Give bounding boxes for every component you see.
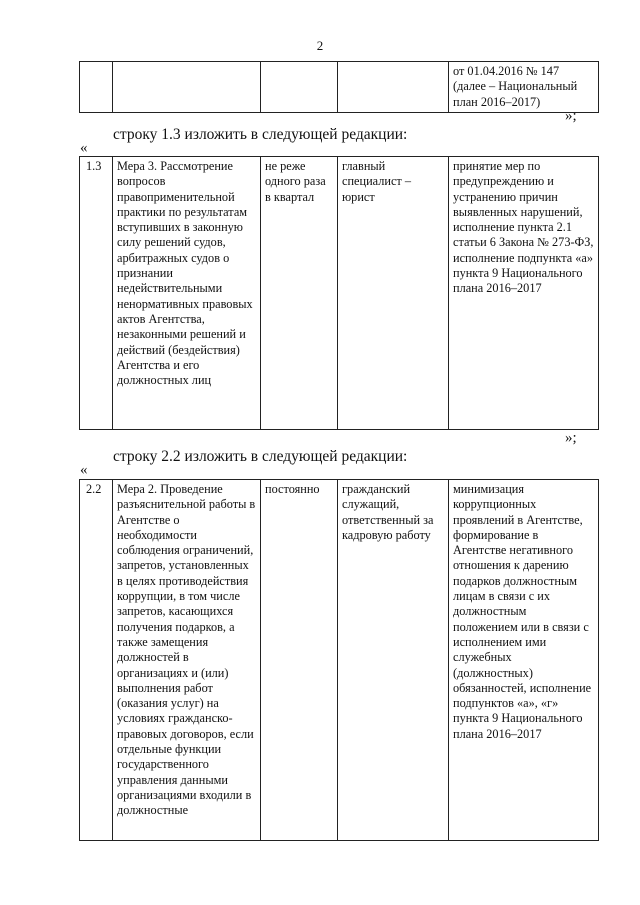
- row-number: 1.3: [80, 157, 113, 430]
- deadline-cell: не реже одного раза в квартал: [261, 157, 338, 430]
- opening-quote: «: [80, 462, 88, 478]
- table-cell: [261, 62, 338, 113]
- table-row: [80, 62, 599, 113]
- table-row-2-2: [79, 479, 599, 841]
- section-heading: строку 2.2 изложить в следующей редакции:: [113, 448, 408, 465]
- table-row: [80, 157, 599, 430]
- table-row: [80, 480, 599, 841]
- table-fragment-top: [79, 61, 599, 113]
- measure-cell: Мера 2. Проведение разъяснительной работы в Агентстве о необходимости соблюдения ограничений, запретов, установленных в целях противодействия коррупции, в том числе запретов, касающихся получения подарков, а также замещения должностей в организациях и (или) выполнения работ (оказания услуг) на условиях гражданско-правовых договоров, если отдельные функции государственного управления данными организациями входили в должностные: [113, 480, 261, 841]
- table-cell: [113, 62, 261, 113]
- result-cell: принятие мер по предупреждению и устранению причин выявленных нарушений, исполнение пункта 2.1 статьи 6 Закона № 273-ФЗ, исполнение подпункта «а» пункта 9 Национального плана 2016–2017: [449, 157, 599, 430]
- page-number: 2: [316, 38, 324, 53]
- section-heading: строку 1.3 изложить в следующей редакции:: [113, 126, 408, 143]
- table-row-1-3: [79, 156, 599, 430]
- closing-quote: »;: [565, 430, 577, 446]
- table-cell: [338, 62, 449, 113]
- table-cell-result: от 01.04.2016 № 147 (далее – Национальный план 2016–2017): [449, 62, 599, 113]
- opening-quote: «: [80, 140, 88, 156]
- closing-quote: »;: [565, 108, 577, 124]
- measure-cell: Мера 3. Рассмотрение вопросов правоприменительной практики по результатам вступивших в законную силу решений судов, арбитражных судов о признании недействительными ненормативных правовых актов Агентства, незаконными решений и действий (бездействия) Агентства и его должностных лиц: [113, 157, 261, 430]
- responsible-cell: гражданский служащий, ответственный за кадровую работу: [338, 480, 449, 841]
- table-cell: [80, 62, 113, 113]
- responsible-cell: главный специалист – юрист: [338, 157, 449, 430]
- result-cell: минимизация коррупционных проявлений в Агентстве, формирование в Агентстве негативного отношения к дарению подарков должностным лицам в связи с их должностным положением или в связи с исполнением ими служебных (должностных) обязанностей, исполнение подпунктов «а», «г» пункта 9 Национального плана 2016–2017: [449, 480, 599, 841]
- deadline-cell: постоянно: [261, 480, 338, 841]
- row-number: 2.2: [80, 480, 113, 841]
